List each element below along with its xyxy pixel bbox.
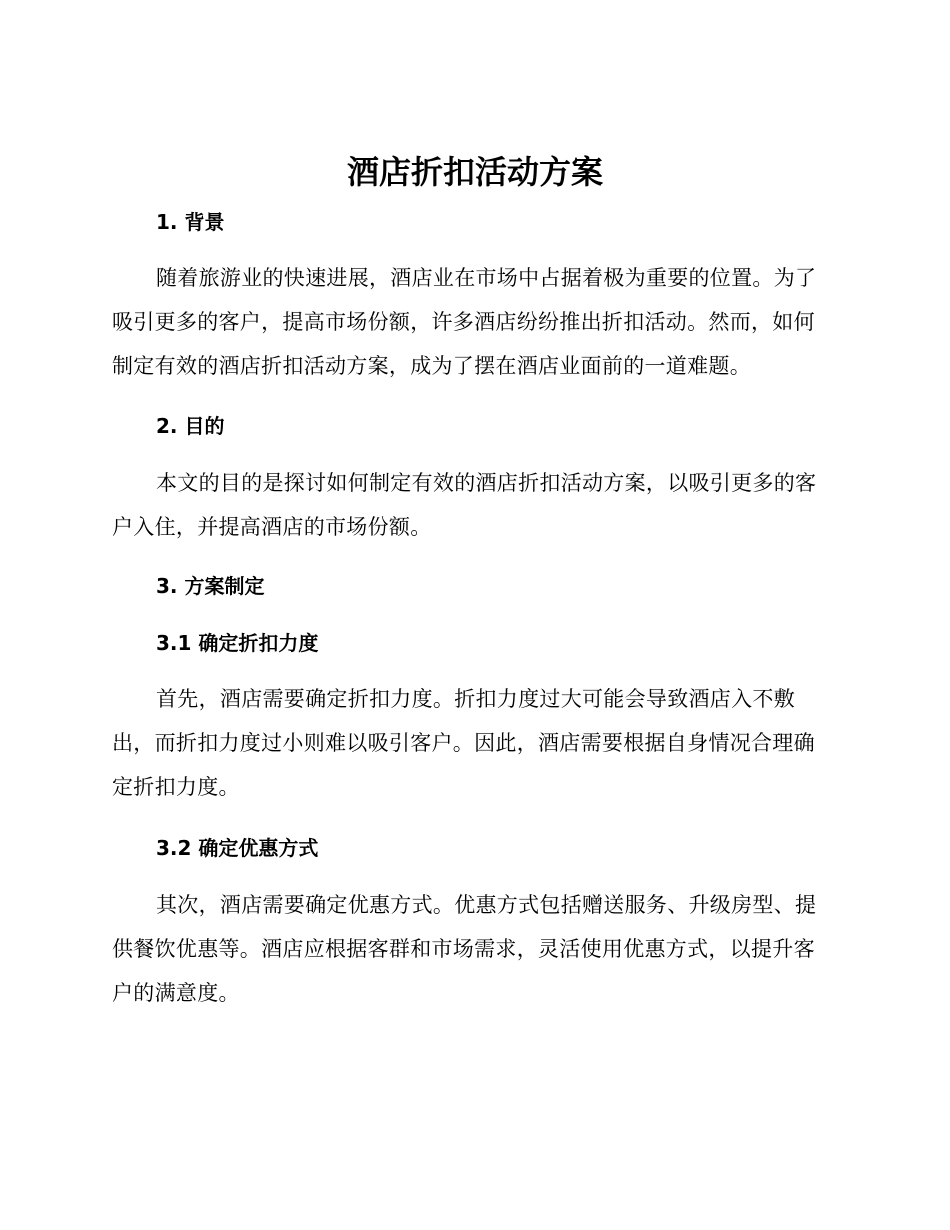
section-heading-plan: 3. 方案制定 — [156, 574, 265, 598]
section-paragraph-background: 随着旅游业的快速进展，酒店业在市场中占据着极为重要的位置。为了吸引更多的客户，提高市场份额，许多酒店纷纷推出折扣活动。然而，如何制定有效的酒店折扣活动方案，成为了摆在酒店业面前的一道难题。 — [112, 266, 817, 378]
section-paragraph-discount-level: 首先，酒店需要确定折扣力度。折扣力度过大可能会导致酒店入不敷出，而折扣力度过小则难以吸引客户。因此，酒店需要根据自身情况合理确定折扣力度。 — [112, 687, 815, 799]
section-heading-offer-type: 3.2 确定优惠方式 — [156, 836, 319, 860]
section-paragraph-offer-type: 其次，酒店需要确定优惠方式。优惠方式包括赠送服务、升级房型、提供餐饮优惠等。酒店应根据客群和市场需求，灵活使用优惠方式，以提升客户的满意度。 — [112, 893, 817, 1005]
section-paragraph-purpose: 本文的目的是探讨如何制定有效的酒店折扣活动方案，以吸引更多的客户入住，并提高酒店的市场份额。 — [112, 471, 817, 539]
document-title: 酒店折扣活动方案 — [346, 153, 603, 191]
section-heading-discount-level: 3.1 确定折扣力度 — [156, 631, 319, 655]
section-heading-purpose: 2. 目的 — [156, 414, 225, 438]
section-heading-background: 1. 背景 — [156, 210, 225, 234]
